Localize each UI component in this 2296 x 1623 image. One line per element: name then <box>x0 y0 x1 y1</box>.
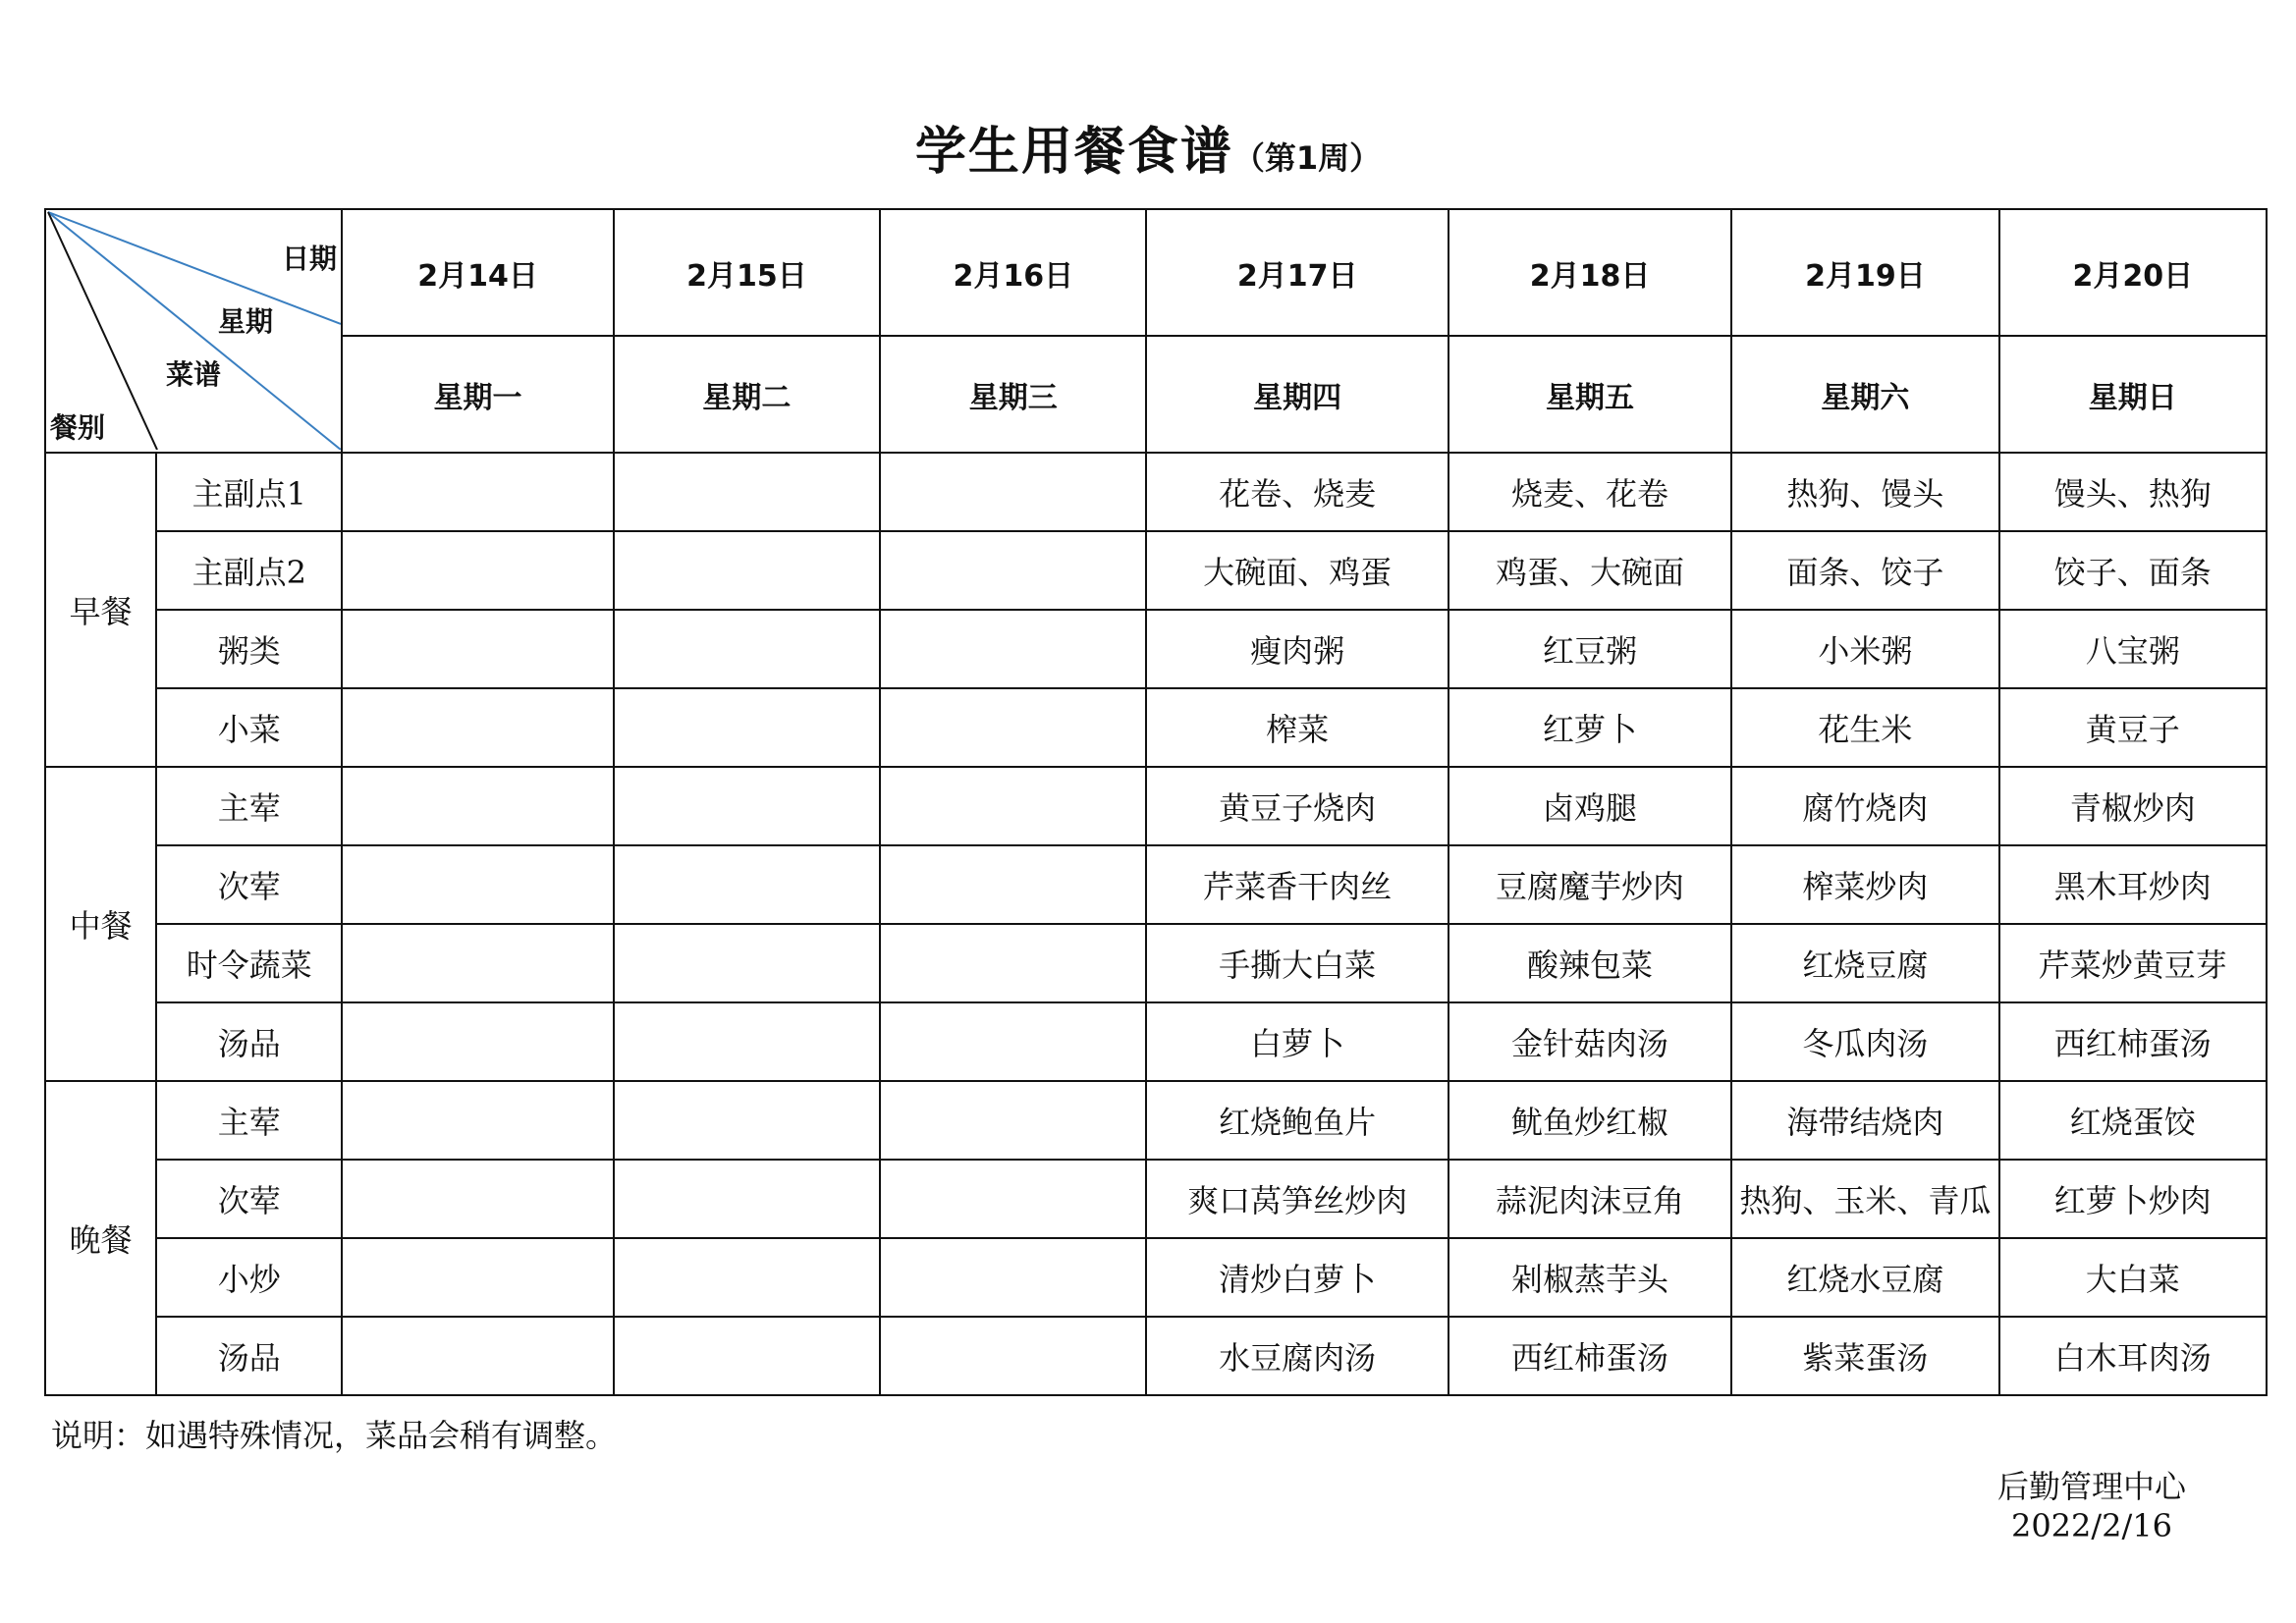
dish-cell <box>342 924 613 1002</box>
menu-row <box>45 1160 2267 1238</box>
menu-row <box>45 1238 2267 1317</box>
meal-name-cell: 中餐 <box>45 767 156 1081</box>
dish-cell <box>342 845 613 924</box>
dish-cell <box>614 1081 880 1160</box>
dish-cell: 西红柿蛋汤 <box>1999 1002 2267 1081</box>
dish-cell <box>342 1081 613 1160</box>
dish-cell <box>342 453 613 531</box>
dish-cell: 鸡蛋、大碗面 <box>1449 531 1731 610</box>
menu-row <box>45 767 2267 845</box>
dish-cell: 面条、饺子 <box>1731 531 1998 610</box>
dish-cell: 海带结烧肉 <box>1731 1081 1998 1160</box>
date-row <box>45 209 2267 336</box>
dish-cell <box>342 1238 613 1317</box>
footer-signature <box>1974 1467 2210 1545</box>
dish-cell <box>880 1238 1146 1317</box>
dish-cell: 饺子、面条 <box>1999 531 2267 610</box>
dish-cell <box>614 531 880 610</box>
dish-cell <box>614 1317 880 1395</box>
dish-cell <box>342 610 613 688</box>
date-header-cell: 2月15日 <box>614 209 880 336</box>
dish-cell <box>614 767 880 845</box>
dish-cell <box>614 453 880 531</box>
title-week: （第1周） <box>1232 139 1382 177</box>
corner-menu-label: 菜谱 <box>166 358 222 391</box>
category-cell: 主副点1 <box>156 453 342 531</box>
dish-cell <box>880 1002 1146 1081</box>
dish-cell <box>342 1160 613 1238</box>
dish-cell: 榨菜炒肉 <box>1731 845 1998 924</box>
corner-meal-label: 餐别 <box>50 411 106 444</box>
weekday-header-cell: 星期日 <box>1999 336 2267 453</box>
dish-cell: 红烧鲍鱼片 <box>1146 1081 1448 1160</box>
dish-cell <box>614 1160 880 1238</box>
corner-header-cell <box>45 209 342 453</box>
corner-date-label: 日期 <box>282 243 338 275</box>
dish-cell: 手撕大白菜 <box>1146 924 1448 1002</box>
dish-cell: 剁椒蒸芋头 <box>1449 1238 1731 1317</box>
dish-cell <box>880 610 1146 688</box>
dish-cell: 烧麦、花卷 <box>1449 453 1731 531</box>
category-cell: 主副点2 <box>156 531 342 610</box>
weekday-header-cell: 星期三 <box>880 336 1146 453</box>
menu-row <box>45 845 2267 924</box>
menu-row <box>45 1002 2267 1081</box>
dish-cell: 青椒炒肉 <box>1999 767 2267 845</box>
menu-row <box>45 453 2267 531</box>
weekday-row <box>45 336 2267 453</box>
dish-cell: 黑木耳炒肉 <box>1999 845 2267 924</box>
dish-cell <box>614 924 880 1002</box>
menu-row <box>45 610 2267 688</box>
dish-cell: 白萝卜 <box>1146 1002 1448 1081</box>
dish-cell: 八宝粥 <box>1999 610 2267 688</box>
date-header-cell: 2月19日 <box>1731 209 1998 336</box>
weekday-header-cell: 星期一 <box>342 336 613 453</box>
dish-cell <box>880 688 1146 767</box>
dish-cell: 黄豆子烧肉 <box>1146 767 1448 845</box>
weekday-header-cell: 星期五 <box>1449 336 1731 453</box>
category-cell: 小菜 <box>156 688 342 767</box>
meal-name-cell: 早餐 <box>45 453 156 767</box>
dish-cell: 大碗面、鸡蛋 <box>1146 531 1448 610</box>
dish-cell: 豆腐魔芋炒肉 <box>1449 845 1731 924</box>
dish-cell <box>342 688 613 767</box>
dish-cell: 红萝卜炒肉 <box>1999 1160 2267 1238</box>
dish-cell: 蒜泥肉沫豆角 <box>1449 1160 1731 1238</box>
note-text: 说明：如遇特殊情况，菜品会稍有调整。 <box>51 1417 618 1454</box>
dish-cell: 小米粥 <box>1731 610 1998 688</box>
dish-cell <box>880 1081 1146 1160</box>
dish-cell: 榨菜 <box>1146 688 1448 767</box>
category-cell: 次荤 <box>156 1160 342 1238</box>
dish-cell: 花生米 <box>1731 688 1998 767</box>
meal-name-cell: 晚餐 <box>45 1081 156 1395</box>
dish-cell: 热狗、馒头 <box>1731 453 1998 531</box>
dish-cell <box>614 1238 880 1317</box>
dish-cell: 芹菜香干肉丝 <box>1146 845 1448 924</box>
dish-cell: 水豆腐肉汤 <box>1146 1317 1448 1395</box>
category-cell: 时令蔬菜 <box>156 924 342 1002</box>
dish-cell: 腐竹烧肉 <box>1731 767 1998 845</box>
category-cell: 粥类 <box>156 610 342 688</box>
menu-row <box>45 1317 2267 1395</box>
footer-department: 后勤管理中心 <box>1996 1468 2186 1505</box>
dish-cell: 红萝卜 <box>1449 688 1731 767</box>
dish-cell: 红烧蛋饺 <box>1999 1081 2267 1160</box>
dish-cell: 红烧水豆腐 <box>1731 1238 1998 1317</box>
dish-cell: 大白菜 <box>1999 1238 2267 1317</box>
menu-row <box>45 1081 2267 1160</box>
dish-cell: 西红柿蛋汤 <box>1449 1317 1731 1395</box>
dish-cell: 黄豆子 <box>1999 688 2267 767</box>
page-title <box>0 110 2296 184</box>
category-cell: 汤品 <box>156 1317 342 1395</box>
menu-table <box>44 208 2268 1396</box>
dish-cell: 芹菜炒黄豆芽 <box>1999 924 2267 1002</box>
dish-cell <box>880 767 1146 845</box>
dish-cell: 热狗、玉米、青瓜 <box>1731 1160 1998 1238</box>
dish-cell <box>342 1317 613 1395</box>
menu-row <box>45 531 2267 610</box>
dish-cell: 馒头、热狗 <box>1999 453 2267 531</box>
dish-cell: 紫菜蛋汤 <box>1731 1317 1998 1395</box>
dish-cell <box>880 531 1146 610</box>
title-main: 学生用餐食谱 <box>914 123 1233 182</box>
dish-cell: 红烧豆腐 <box>1731 924 1998 1002</box>
dish-cell: 爽口莴笋丝炒肉 <box>1146 1160 1448 1238</box>
menu-row <box>45 688 2267 767</box>
date-header-cell: 2月20日 <box>1999 209 2267 336</box>
category-cell: 次荤 <box>156 845 342 924</box>
dish-cell <box>342 531 613 610</box>
dish-cell <box>614 1002 880 1081</box>
date-header-cell: 2月14日 <box>342 209 613 336</box>
dish-cell <box>880 1160 1146 1238</box>
dish-cell <box>880 453 1146 531</box>
dish-cell: 冬瓜肉汤 <box>1731 1002 1998 1081</box>
category-cell: 主荤 <box>156 1081 342 1160</box>
weekday-header-cell: 星期六 <box>1731 336 1998 453</box>
date-header-cell: 2月16日 <box>880 209 1146 336</box>
dish-cell: 红豆粥 <box>1449 610 1731 688</box>
category-cell: 主荤 <box>156 767 342 845</box>
menu-row <box>45 924 2267 1002</box>
weekday-header-cell: 星期四 <box>1146 336 1448 453</box>
dish-cell: 金针菇肉汤 <box>1449 1002 1731 1081</box>
date-header-cell: 2月18日 <box>1449 209 1731 336</box>
category-cell: 小炒 <box>156 1238 342 1317</box>
dish-cell: 鱿鱼炒红椒 <box>1449 1081 1731 1160</box>
dish-cell: 白木耳肉汤 <box>1999 1317 2267 1395</box>
dish-cell: 酸辣包菜 <box>1449 924 1731 1002</box>
dish-cell: 卤鸡腿 <box>1449 767 1731 845</box>
dish-cell: 瘦肉粥 <box>1146 610 1448 688</box>
dish-cell <box>880 1317 1146 1395</box>
dish-cell: 花卷、烧麦 <box>1146 453 1448 531</box>
category-cell: 汤品 <box>156 1002 342 1081</box>
dish-cell <box>614 845 880 924</box>
dish-cell <box>880 845 1146 924</box>
dish-cell <box>614 610 880 688</box>
dish-cell <box>342 1002 613 1081</box>
dish-cell <box>880 924 1146 1002</box>
corner-weekday-label: 星期 <box>218 305 274 338</box>
dish-cell: 清炒白萝卜 <box>1146 1238 1448 1317</box>
dish-cell <box>342 767 613 845</box>
date-header-cell: 2月17日 <box>1146 209 1448 336</box>
footer-date: 2022/2/16 <box>2010 1507 2173 1544</box>
dish-cell <box>614 688 880 767</box>
weekday-header-cell: 星期二 <box>614 336 880 453</box>
